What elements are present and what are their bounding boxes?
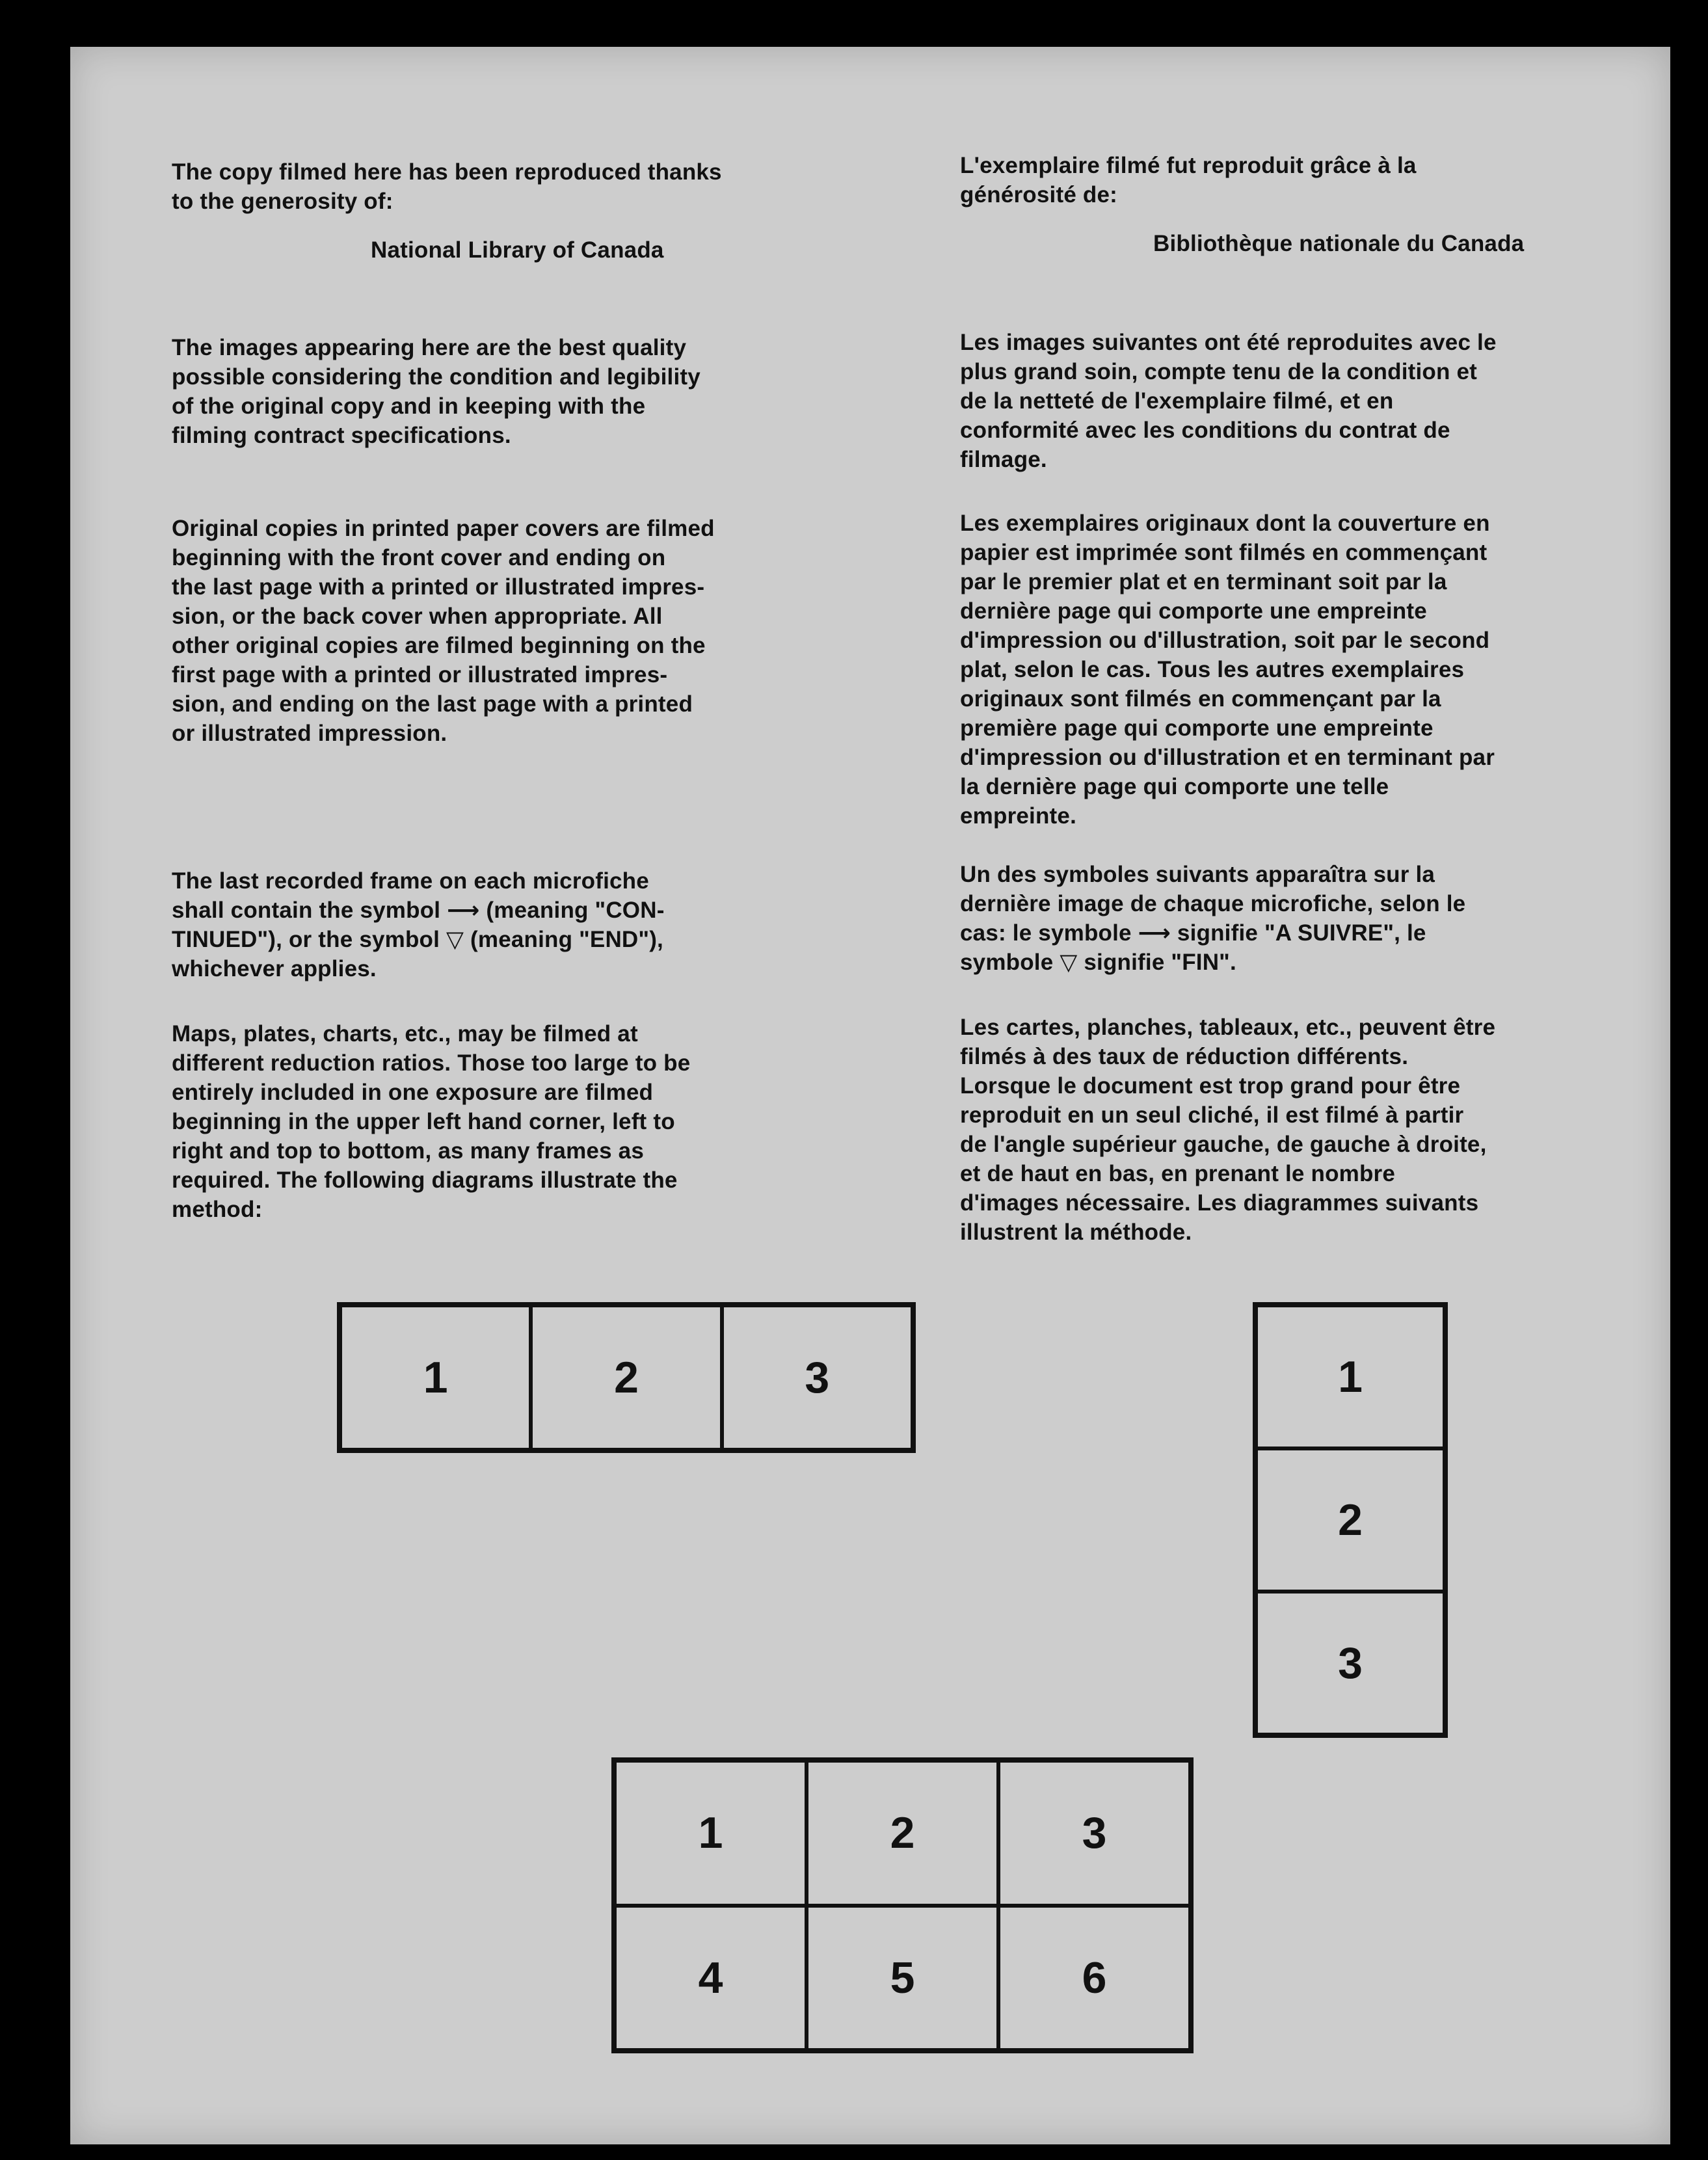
frame-cell: 4	[615, 1906, 807, 2051]
right-column	[960, 151, 1669, 209]
right-quality-text: Les images suivantes ont été reproduites avec le plus grand soin, compte tenu de la condition et de la netteté de l'exemplaire filmé, et en conformité avec les conditions du contrat de filmage.	[960, 330, 1497, 472]
frame-cell: 6	[998, 1906, 1190, 2051]
frame-cell: 1	[340, 1305, 531, 1450]
grid-frame-diagram	[611, 1757, 1194, 2053]
vertical-frame-diagram	[1253, 1302, 1448, 1738]
right-covers-paragraph	[960, 509, 1669, 831]
left-intro: The copy filmed here has been reproduced thanks to the generosity of:	[172, 159, 722, 214]
right-covers-text: Les exemplaires originaux dont la couverture en papier est imprimée sont filmés en commençant par le premier plat et en terminant soit par la dernière page qui comporte une empreinte d'impression ou d'illustration, soit par le second plat, selon le cas. Tous les autres exemplaires originaux sont filmés en commençant par la première page qui comporte une empreinte d'impression ou d'illustration et en terminant par la dernière page qui comporte une telle empreinte.	[960, 511, 1495, 829]
left-credit: National Library of Canada	[371, 237, 664, 263]
right-maps-text: Les cartes, planches, tableaux, etc., peuvent être filmés à des taux de réduction différents. Lorsque le document est trop grand pour être reproduit en un seul cliché, il est filmé à partir de l'angle supérieur gauche, de gauche à droite, et de haut en bas, en prenant le nombre d'images nécessaire. Les diagrammes suivants illustrent la méthode.	[960, 1015, 1496, 1245]
right-intro: L'exemplaire filmé fut reproduit grâce à la générosité de:	[960, 153, 1417, 207]
left-maps-text: Maps, plates, charts, etc., may be filmed at different reduction ratios. Those too large to be entirely included in one exposure are filmed beginning in the upper left hand corner, left to right and top to bottom, as many frames as required. The following diagrams illustrate the method:	[172, 1021, 691, 1222]
right-symbol-text: Un des symboles suivants apparaîtra sur la dernière image de chaque microfiche, selon le cas: le symbole ⟶ signifie "A SUIVRE", le symbole ▽ signifie "FIN".	[960, 862, 1466, 975]
frame-cell: 2	[1256, 1448, 1445, 1592]
right-symbol-paragraph	[960, 860, 1669, 977]
left-maps-paragraph	[172, 1019, 848, 1224]
left-symbol-text: The last recorded frame on each microfiche shall contain the symbol ⟶ (meaning "CON- TINUED"), or the symbol ▽ (meaning "END"), whichever applies.	[172, 868, 665, 981]
frame-cell: 1	[615, 1761, 807, 1906]
right-quality-paragraph	[960, 328, 1669, 474]
frame-cell: 1	[1256, 1305, 1445, 1448]
frame-cell: 3	[1256, 1592, 1445, 1735]
left-column	[172, 157, 848, 216]
right-credit: Bibliothèque nationale du Canada	[1153, 231, 1525, 256]
left-covers-paragraph	[172, 514, 848, 748]
frame-cell: 5	[807, 1906, 998, 2051]
left-symbol-paragraph	[172, 866, 848, 983]
right-maps-paragraph	[960, 1013, 1669, 1247]
frame-cell: 3	[998, 1761, 1190, 1906]
frame-cell: 3	[722, 1305, 913, 1450]
left-quality-paragraph	[172, 333, 848, 450]
horizontal-frame-diagram	[337, 1302, 916, 1453]
frame-cell: 2	[807, 1761, 998, 1906]
microfiche-target-page	[70, 47, 1670, 2144]
frame-cell: 2	[531, 1305, 721, 1450]
left-quality-text: The images appearing here are the best quality possible considering the condition and legibility of the original copy and in keeping with the filming contract specifications.	[172, 335, 701, 448]
left-covers-text: Original copies in printed paper covers are filmed beginning with the front cover and ending on the last page with a printed or illustrated impres- sion, or the back cover when appropriate. All other original copies are filmed beginning on the first page with a printed or illustrated impres- sion, and ending on the last page with a printed or illustrated impression.	[172, 516, 715, 746]
